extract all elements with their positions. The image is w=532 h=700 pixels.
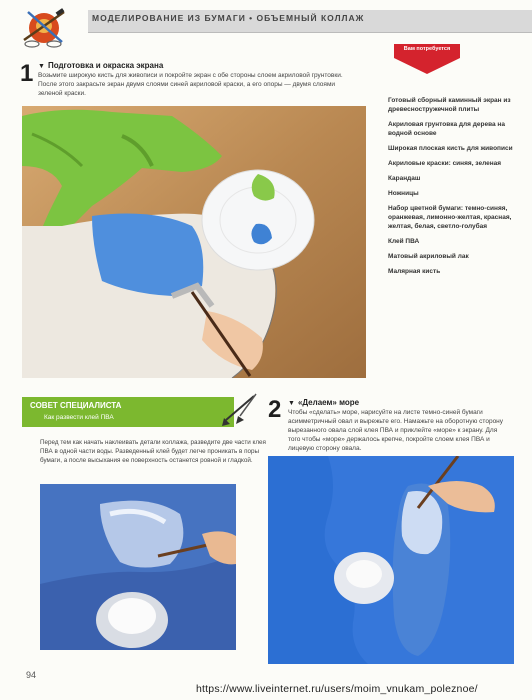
materials-sidebar [376, 46, 516, 282]
step-2-title: «Делаем» море [297, 398, 360, 407]
material-item: Ножницы [388, 190, 419, 197]
glue-brush-icon [220, 390, 262, 426]
materials-tag-label: Вам потребуется [403, 46, 451, 52]
step-2-number: 2 [268, 396, 282, 423]
source-url[interactable]: https://www.liveinternet.ru/users/moim_vnukam_poleznoe/ [196, 683, 478, 695]
tip-text: Перед тем как начать наклеивать детали коллажа, разведите две части клея ПВА в одной части воды. Разведенный клей будет легче проникать в поры бумаги, а после высыхания ее поверхность останется ровной и гладкой. [40, 439, 266, 464]
material-item: Широкая плоская кисть для живописи [388, 145, 513, 152]
material-item: Матовый акриловый лак [388, 253, 469, 260]
material-item: Карандаш [388, 175, 421, 182]
bullet-triangle-icon: ▼ [38, 63, 45, 70]
tip-subtitle: Как развести клей ПВА [44, 414, 114, 421]
tip-title: СОВЕТ СПЕЦИАЛИСТА [30, 401, 122, 410]
step-1-title-row [38, 61, 163, 70]
section-title: МОДЕЛИРОВАНИЕ ИЗ БУМАГИ • ОБЪЕМНЫЙ КОЛЛАЖ [92, 13, 365, 23]
material-item: Акриловые краски: синяя, зеленая [388, 160, 502, 167]
step-2-text: Чтобы «сделать» море, нарисуйте на листе темно-синей бумаги асимметричный овал и вырежьте его. Намажьте на оборотную сторону вырезанного овала слой клея ПВА и приклейте «море» к экрану. Для того чтобы «море» держалось крепче, покройте слоем клея ПВА и лицевую сторону овала. [288, 409, 504, 452]
bullet-triangle-icon: ▼ [288, 400, 295, 407]
material-item: Малярная кисть [388, 268, 441, 275]
step-2-title-row [288, 398, 359, 407]
page-number: 94 [26, 670, 37, 680]
step-1-title: Подготовка и окраска экрана [47, 61, 164, 70]
paint-brushes-logo-icon [20, 6, 68, 48]
header-divider [88, 32, 532, 33]
material-item: Набор цветной бумаги: темно-синяя, оранжевая, лимонно-желтая, красная, желтая, белая, светло-голубая [388, 205, 512, 230]
step-1-photo [22, 106, 366, 378]
step-1-text: Возьмите широкую кисть для живописи и покройте экран с обе стороны слоем акриловой грунтовки. После этого закрасьте экран двумя слоями синей акриловой краски, а его опоры — двумя слоями зеленой краски. [38, 72, 343, 97]
step-2-photo [268, 456, 514, 664]
material-item: Акриловая грунтовка для дерева на водной основе [388, 121, 505, 137]
material-item: Готовый сборный каминный экран из древесностружечной плиты [388, 97, 511, 113]
tip-photo [40, 484, 236, 650]
step-1-number: 1 [20, 60, 34, 87]
material-item: Клей ПВА [388, 238, 420, 245]
